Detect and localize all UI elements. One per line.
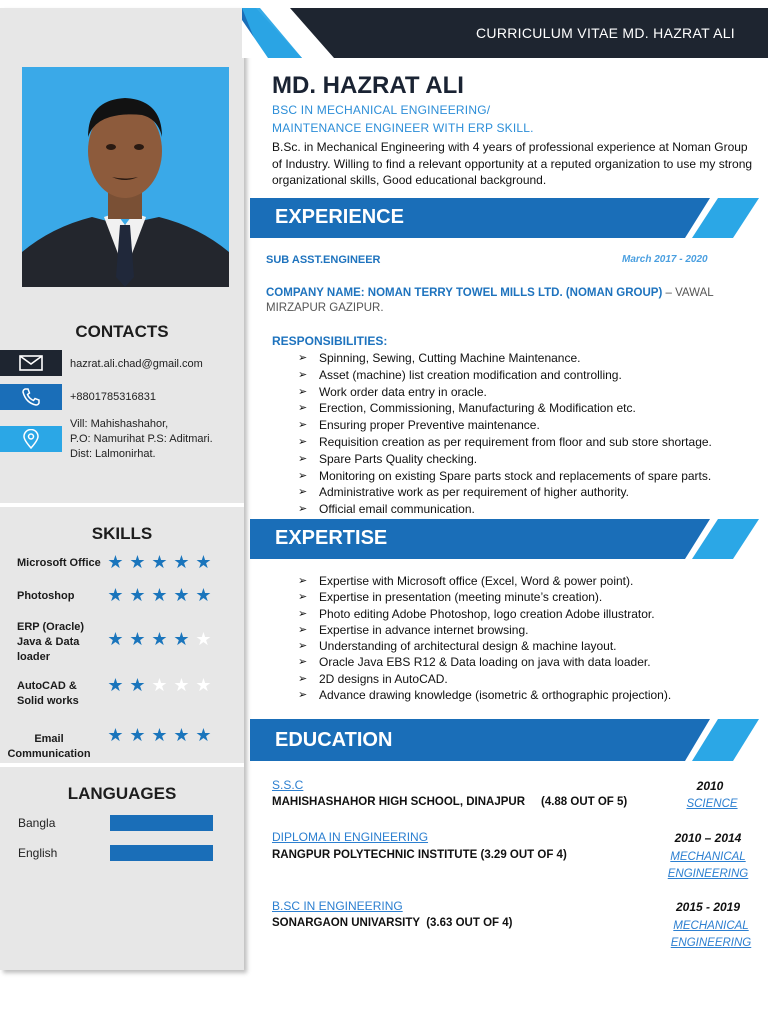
- skill-label-line: Communication: [7, 748, 91, 760]
- list-item: ➢ Expertise with Microsoft office (Excel, Word & power point).: [298, 573, 763, 589]
- edu-field: [658, 849, 758, 883]
- profile-summary: B.Sc. in Mechanical Engineering with 4 years of professional experience at Noman Group of Industry. Willing to find a relevant opportunity at a reputed organization to use my strong organizational skills, Good educational background.: [272, 140, 753, 187]
- headline-line: BSC IN MECHANICAL ENGINEERING/: [272, 103, 491, 117]
- star-filled-icon: ★: [151, 552, 168, 572]
- sidebar-divider: [0, 503, 244, 507]
- skill-label-line: Java & Data: [17, 636, 80, 648]
- list-item: ➢ Understanding of architectural design & machine layout.: [298, 638, 763, 654]
- star-filled-icon: ★: [107, 675, 124, 695]
- location-pin-icon: [23, 429, 39, 449]
- list-item: ➢ Administrative work as per requirement of higher authority.: [298, 484, 763, 501]
- edu-field-line: MECHANICAL: [673, 920, 749, 932]
- email-tab: [0, 350, 62, 376]
- language-level-bar: [110, 845, 213, 861]
- star-filled-icon: ★: [107, 552, 124, 572]
- star-filled-icon: ★: [195, 725, 212, 745]
- edu-institution: SONARGAON UNIVARSITY (3.63 OUT OF 4): [272, 917, 513, 929]
- list-item: ➢ Photo editing Adobe Photoshop, logo creation Adobe illustrator.: [298, 606, 763, 622]
- star-filled-icon: ★: [151, 585, 168, 605]
- edu-year: 2010 – 2014: [674, 831, 742, 845]
- contacts-title: CONTACTS: [75, 322, 169, 341]
- star-empty-icon: ★: [151, 675, 168, 695]
- address-tab: [0, 426, 62, 452]
- star-filled-icon: ★: [195, 552, 212, 572]
- expertise-band: [250, 519, 765, 559]
- experience-title: EXPERIENCE: [275, 206, 404, 228]
- contact-phone: +8801785316831: [70, 391, 156, 403]
- edu-field: [661, 918, 761, 952]
- star-empty-icon: ★: [195, 629, 212, 649]
- skill-label: [17, 620, 84, 665]
- company-name: COMPANY NAME: NOMAN TERRY TOWEL MILLS LTD. (NOMAN GROUP): [266, 287, 663, 299]
- edu-field-line: ENGINEERING: [667, 868, 749, 880]
- education-band: [250, 719, 765, 759]
- skill-label-line: ERP (Oracle): [17, 621, 85, 633]
- edu-institution: MAHISHASHAHOR HIGH SCHOOL, DINAJPUR (4.88 OUT OF 5): [272, 796, 628, 808]
- star-filled-icon: ★: [129, 725, 146, 745]
- skill-rating: [106, 586, 213, 604]
- banner-title: CURRICULUM VITAE MD. HAZRAT ALI: [476, 25, 735, 41]
- list-item: ➢ Official email communication.: [298, 501, 763, 518]
- list-item: ➢ 2D designs in AutoCAD.: [298, 671, 763, 687]
- skill-label-line: Solid works: [17, 695, 79, 707]
- language-label: Bangla: [18, 816, 56, 830]
- envelope-icon: [19, 355, 43, 371]
- skill-label-line: Microsoft Office: [17, 557, 101, 569]
- address-line: Vill: Mahishashahor,: [70, 418, 169, 430]
- skill-label-line: Email: [34, 733, 64, 745]
- company-info: [266, 286, 756, 316]
- list-item: ➢ Monitoring on existing Spare parts stock and replacements of spare parts.: [298, 468, 763, 485]
- skill-label: [17, 589, 74, 604]
- headline-line: MAINTENANCE ENGINEER WITH ERP SKILL.: [272, 121, 534, 135]
- star-empty-icon: ★: [195, 675, 212, 695]
- star-filled-icon: ★: [151, 725, 168, 745]
- star-filled-icon: ★: [129, 675, 146, 695]
- list-item: ➢ Expertise in advance internet browsing.: [298, 622, 763, 638]
- expertise-title: EXPERTISE: [275, 527, 388, 549]
- edu-degree: S.S.C: [272, 778, 304, 792]
- list-item: ➢ Work order data entry in oracle.: [298, 384, 763, 401]
- address-line: P.O: Namurihat P.S: Aditmari.: [70, 433, 213, 445]
- edu-degree: B.SC IN ENGINEERING: [272, 899, 403, 913]
- contact-email: hazrat.ali.chad@gmail.com: [70, 358, 203, 370]
- list-item: ➢ Advance drawing knowledge (isometric & orthographic projection).: [298, 687, 763, 703]
- language-level-bar: [110, 815, 213, 831]
- star-filled-icon: ★: [107, 629, 124, 649]
- company-location: – VAWAL MIRZAPUR GAZIPUR.: [266, 287, 714, 314]
- skill-rating: [106, 726, 213, 744]
- skill-label: [6, 732, 92, 762]
- skill-rating: [106, 630, 213, 648]
- edu-field-line: ENGINEERING: [670, 937, 752, 949]
- languages-title: LANGUAGES: [67, 784, 177, 803]
- profile-photo: [22, 67, 229, 287]
- star-filled-icon: ★: [129, 552, 146, 572]
- edu-field-line: MECHANICAL: [670, 851, 746, 863]
- list-item: ➢ Ensuring proper Preventive maintenance.: [298, 417, 763, 434]
- star-filled-icon: ★: [151, 629, 168, 649]
- responsibilities-list: [298, 350, 763, 518]
- language-label: English: [18, 846, 58, 860]
- star-filled-icon: ★: [173, 585, 190, 605]
- responsibilities-title: RESPONSIBILITIES:: [272, 334, 388, 348]
- experience-band: [250, 198, 765, 238]
- job-dates: March 2017 - 2020: [622, 254, 708, 265]
- sidebar-divider: [0, 763, 244, 767]
- star-filled-icon: ★: [129, 629, 146, 649]
- star-filled-icon: ★: [173, 629, 190, 649]
- edu-year: 2015 - 2019: [675, 900, 741, 914]
- list-item: ➢ Oracle Java EBS R12 & Data loading on java with data loader.: [298, 654, 763, 670]
- phone-icon: [21, 387, 41, 407]
- skill-rating: [106, 553, 213, 571]
- job-title: SUB ASST.ENGINEER: [266, 254, 381, 266]
- expertise-list: [298, 573, 763, 703]
- edu-field-line: SCIENCE: [686, 798, 738, 810]
- star-filled-icon: ★: [107, 585, 124, 605]
- star-filled-icon: ★: [173, 725, 190, 745]
- list-item: ➢ Spare Parts Quality checking.: [298, 451, 763, 468]
- skills-title: SKILLS: [91, 524, 153, 543]
- list-item: ➢ Erection, Commissioning, Manufacturing & Modification etc.: [298, 400, 763, 417]
- edu-year: 2010: [696, 779, 724, 793]
- education-title: EDUCATION: [275, 729, 393, 751]
- star-filled-icon: ★: [173, 552, 190, 572]
- skill-label-line: Photoshop: [17, 590, 75, 602]
- skill-label-line: AutoCAD &: [17, 680, 77, 692]
- edu-field: [662, 796, 762, 813]
- skill-label: [17, 556, 101, 571]
- phone-tab: [0, 384, 62, 410]
- list-item: ➢ Spinning, Sewing, Cutting Machine Maintenance.: [298, 350, 763, 367]
- star-empty-icon: ★: [173, 675, 190, 695]
- edu-degree: DIPLOMA IN ENGINEERING: [272, 830, 429, 844]
- star-filled-icon: ★: [195, 585, 212, 605]
- address-line: Dist: Lalmonirhat.: [70, 448, 156, 460]
- candidate-name: MD. HAZRAT ALI: [272, 72, 464, 99]
- edu-institution: RANGPUR POLYTECHNIC INSTITUTE (3.29 OUT OF 4): [272, 849, 567, 861]
- skill-label: [17, 679, 79, 709]
- list-item: ➢ Requisition creation as per requirement from floor and sub store shortage.: [298, 434, 763, 451]
- star-filled-icon: ★: [129, 585, 146, 605]
- skill-rating: [106, 676, 213, 694]
- list-item: ➢ Expertise in presentation (meeting minute’s creation).: [298, 589, 763, 605]
- skill-label-line: loader: [17, 651, 51, 663]
- star-filled-icon: ★: [107, 725, 124, 745]
- contact-address: [70, 417, 213, 462]
- list-item: ➢ Asset (machine) list creation modification and controlling.: [298, 367, 763, 384]
